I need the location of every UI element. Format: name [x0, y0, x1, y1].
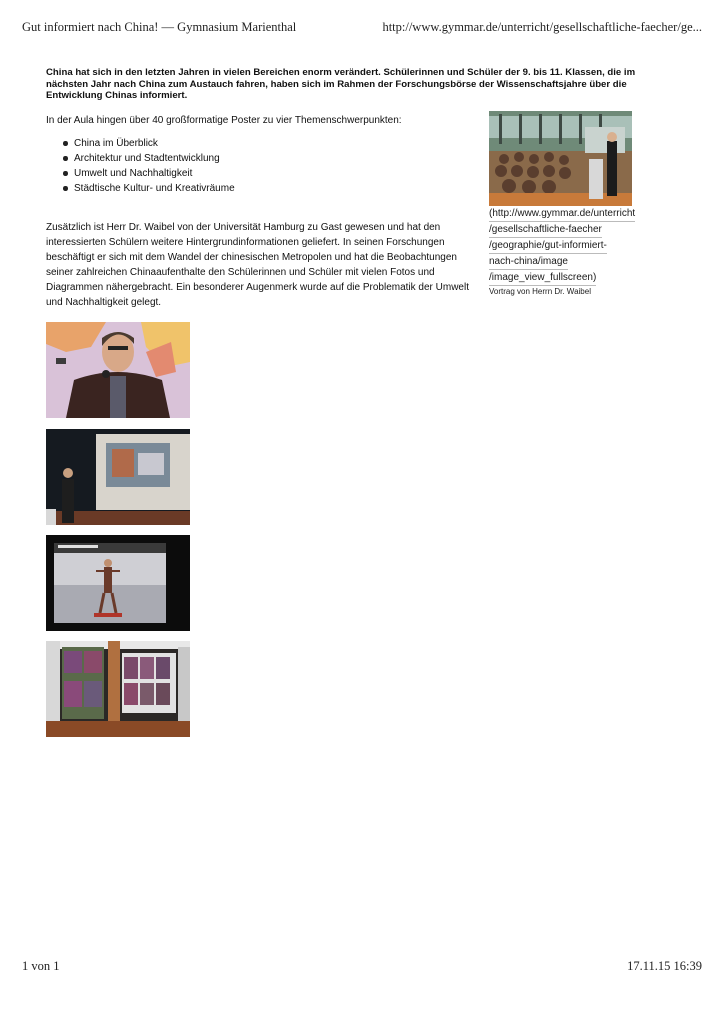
topic-list — [60, 136, 235, 196]
link-line[interactable]: /geographie/gut-informiert- — [489, 238, 607, 254]
page-number: 1 von 1 — [22, 959, 60, 973]
image-caption: Vortrag von Herrn Dr. Waibel — [489, 287, 591, 296]
article-body: Zusätzlich ist Herr Dr. Waibel von der Universität Hamburg zu Gast gewesen und hat den interessierten Schülern weitere Hintergrundinformationen geliefert. In seinen Forschungen beschäftigt er sich mit dem Wandel der chinesischen Metropolen und hat die Beobachtungen seiner zahlreichen Chinaaufenthalte den Schülerinnen und Schüler mit vielen Fotos und Diagrammen nähergebracht. Ein besonderer Augenmerk wurde auf die Problematik der Umwelt und Nachhaltigkeit gelegt. — [46, 222, 469, 308]
print-datetime: 17.11.15 16:39 — [627, 959, 702, 973]
list-item: China im Überblick — [60, 136, 235, 151]
list-item: Städtische Kultur- und Kreativräume — [60, 181, 235, 196]
page-title: Gut informiert nach China! — Gymnasium Marienthal — [22, 20, 297, 34]
speaker-photo[interactable] — [46, 322, 190, 418]
list-item: Architektur und Stadtentwicklung — [60, 151, 235, 166]
print-header — [22, 20, 702, 35]
print-footer — [22, 959, 702, 974]
link-line[interactable]: (http://www.gymmar.de/unterricht — [489, 206, 635, 222]
page-url: http://www.gymmar.de/unterricht/gesellschaftliche-faecher/ge... — [382, 20, 702, 34]
poster-exhibition-photo[interactable] — [46, 641, 190, 737]
list-item: Umwelt und Nachhaltigkeit — [60, 166, 235, 181]
lecture-photo[interactable] — [489, 111, 632, 206]
article-lead: China hat sich in den letzten Jahren in vielen Bereichen enorm verändert. Schülerinnen und Schüler der 9. bis 11. Klassen, die im nächsten Jahr nach China zum Austauch fahren, haben sich im Rahmen der Forschungsbörse der Wissenschaftsjahre über die Entwicklung Chinas informiert. — [46, 67, 636, 101]
presentation-slide-photo[interactable] — [46, 535, 190, 631]
link-line[interactable]: nach-china/image — [489, 254, 568, 270]
fullscreen-image-link[interactable] — [489, 206, 649, 286]
projection-photo[interactable] — [46, 429, 190, 525]
link-line[interactable]: /gesellschaftliche-faecher — [489, 222, 602, 238]
article-intro: In der Aula hingen über 40 großformatige Poster zu vier Themenschwerpunkten: — [46, 115, 402, 126]
link-line[interactable]: /image_view_fullscreen) — [489, 270, 596, 286]
